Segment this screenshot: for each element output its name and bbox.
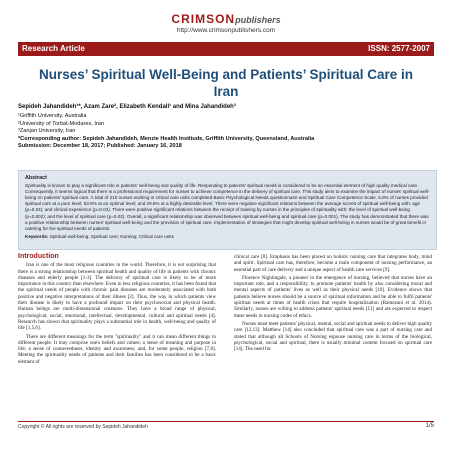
affiliation-2: ²University of Torbat-Modares, Iran (18, 120, 105, 127)
article-type-label: Research Article (22, 44, 85, 53)
introduction-heading: Introduction (18, 253, 59, 260)
article-title: Nurses’ Spiritual Well-Being and Patients’ Spiritual Care in Iran (38, 67, 414, 99)
paragraph: Nurses must meet patients' physical, mental, social and spiritual needs to deliver high quality care [12,13]. Matthew [14] also concluded that spiritual care was a part of nursing care and stated that although all Schools of Nursing espouse nursing care in terms of the biological, psychological, social and spiritual, there is usually minimal content focused on spiritual care [14]. The need for (234, 320, 432, 353)
abstract-box (18, 170, 437, 250)
keywords-text: Spiritual well-being; Spiritual care; Nursing; Critical care units (49, 233, 174, 239)
keywords-label: Keywords: (25, 233, 49, 239)
publisher-header (0, 12, 452, 34)
paragraph: clinical care [8]. Emphasis has been placed on holistic nursing care that integrates body, mind and spirit. Spiritual care has, therefore, become a main component of nursing performance, an essential part of care delivery and a unique aspect of health care services [9]. (234, 254, 432, 273)
paragraph: There are different meanings for the term "spirituality" and it can mean different things to different people. It may comprise one's beliefs and values; a sense of meaning and purpose in life; a sense of connectedness; identity and awareness; and, for some people, religion [7,8]. Meeting the spirituality needs of patients and their families has been considered to be a basic element of (18, 333, 216, 365)
corresponding-author: *Corresponding author: Sepideh Jahandideh, Menzie Health Institude, Griffith University, Queensland, Australia (18, 135, 315, 142)
affiliation-1: ¹Griffith University, Australia (18, 113, 87, 120)
keywords (25, 234, 430, 240)
page-number: 1/5 (425, 423, 434, 429)
body-column-left (18, 254, 216, 367)
abstract-heading: Abstract (25, 175, 47, 181)
paragraph: Florence Nightingale, a pioneer in the emergence of nursing, believed that nurses have an important role, and a responsibility, to promote patients' health by also considering moral and mental aspects of patients' lives as well as their physical needs [10]. Evidence shows that patients believe nurses should be a source of spiritual information and be able to fulfil patients' spiritual needs at times of health crises that require hospitalization (Ramezani et al. 2014). Similarly, nurses are willing to address patients' spiritual needs [11] and are expected to respect these needs in nursing codes of ethics. (234, 274, 432, 319)
publisher-url[interactable]: http://www.crimsonpublishers.com (176, 27, 276, 34)
author-names: Sepideh Jahandideh¹*, Azam Zare², Elizabeth Kendall¹ and Mina Jahandideh³ (18, 104, 236, 110)
publisher-logo: CRIMSONpublishers (171, 12, 281, 26)
submission-dates: Submission: December 18, 2017; Published: January 16, 2018 (18, 143, 182, 150)
footer-divider (18, 421, 434, 422)
paragraph: Iran is one of the most religious countries in the world. Therefore, it is not surprising that there is a strong relationship between spiritual health and quality of life in patients with chronic diseases and elderly people [1-3]. The delivery of spiritual care is likely to be of more importance in this country than elsewhere. Even in less religious countries, it has been found that the spiritual needs of people with chronic pain diseases are moderately associated with both positive and negative interpretations of their illness [2]. Thus, the way in which patients view their disease is likely to have a profound impact on their psychosocial and physical health. Human beings are multi-dimensional creatures. They have a broad range of physical, psychological, social, emotional, intellectual, developmental, cultural and spiritual needs [4]. Research has shown that spirituality plays a substantial role in health, well-being and quality of life [1,5,6]. (18, 262, 216, 332)
affiliation-3: ³Zanjan University, Iran (18, 128, 76, 135)
copyright-notice: Copyright © All rights are reserved by Sepideh Jahandideh (18, 424, 148, 430)
issn-label: ISSN: 2577-2007 (368, 44, 430, 53)
body-column-right (234, 254, 432, 354)
abstract-text: Spirituality is known to play a significant role in patients' well-being and quality of life. Responding to patients' spiritual needs is considered to be an essential element of high quality medical care. Consequently, it seems logical that there is a professional requirement for nurses to achieve competence in the delivery of spiritual care. This study aims to examine the impact of nurses' spiritual well-being on patients' spiritual care. A total of 210 nurses working in critical care units completed Basic Psychological Needs questionnaire and Spiritual Care Competence Scale. 5.8% of nurses provided spiritual care at a poor level; 53.6% at an optimal level; and 29.8% at a highly desirable level. There were negative significant relations between the average scores of spiritual well-being with: age (p=0.04); and clinical experience (p=0.02). There were positive significant relations between the receipt of training by nurses in the principles of spirituality with: the level of spiritual well-being (p=0.002); and the level of spiritual care (p=0.02). Overall, a significant relationship was observed between spiritual well-being and spiritual care (p=0.001). The study has demonstrated that there was a positive relationship between nurses' spiritual well-being and the provision of spiritual care. Implementation of strategies that might develop spiritual well-being in nurses would be of great benefit in catering for the spiritual needs of patients. (25, 183, 430, 231)
author-block (18, 104, 438, 150)
